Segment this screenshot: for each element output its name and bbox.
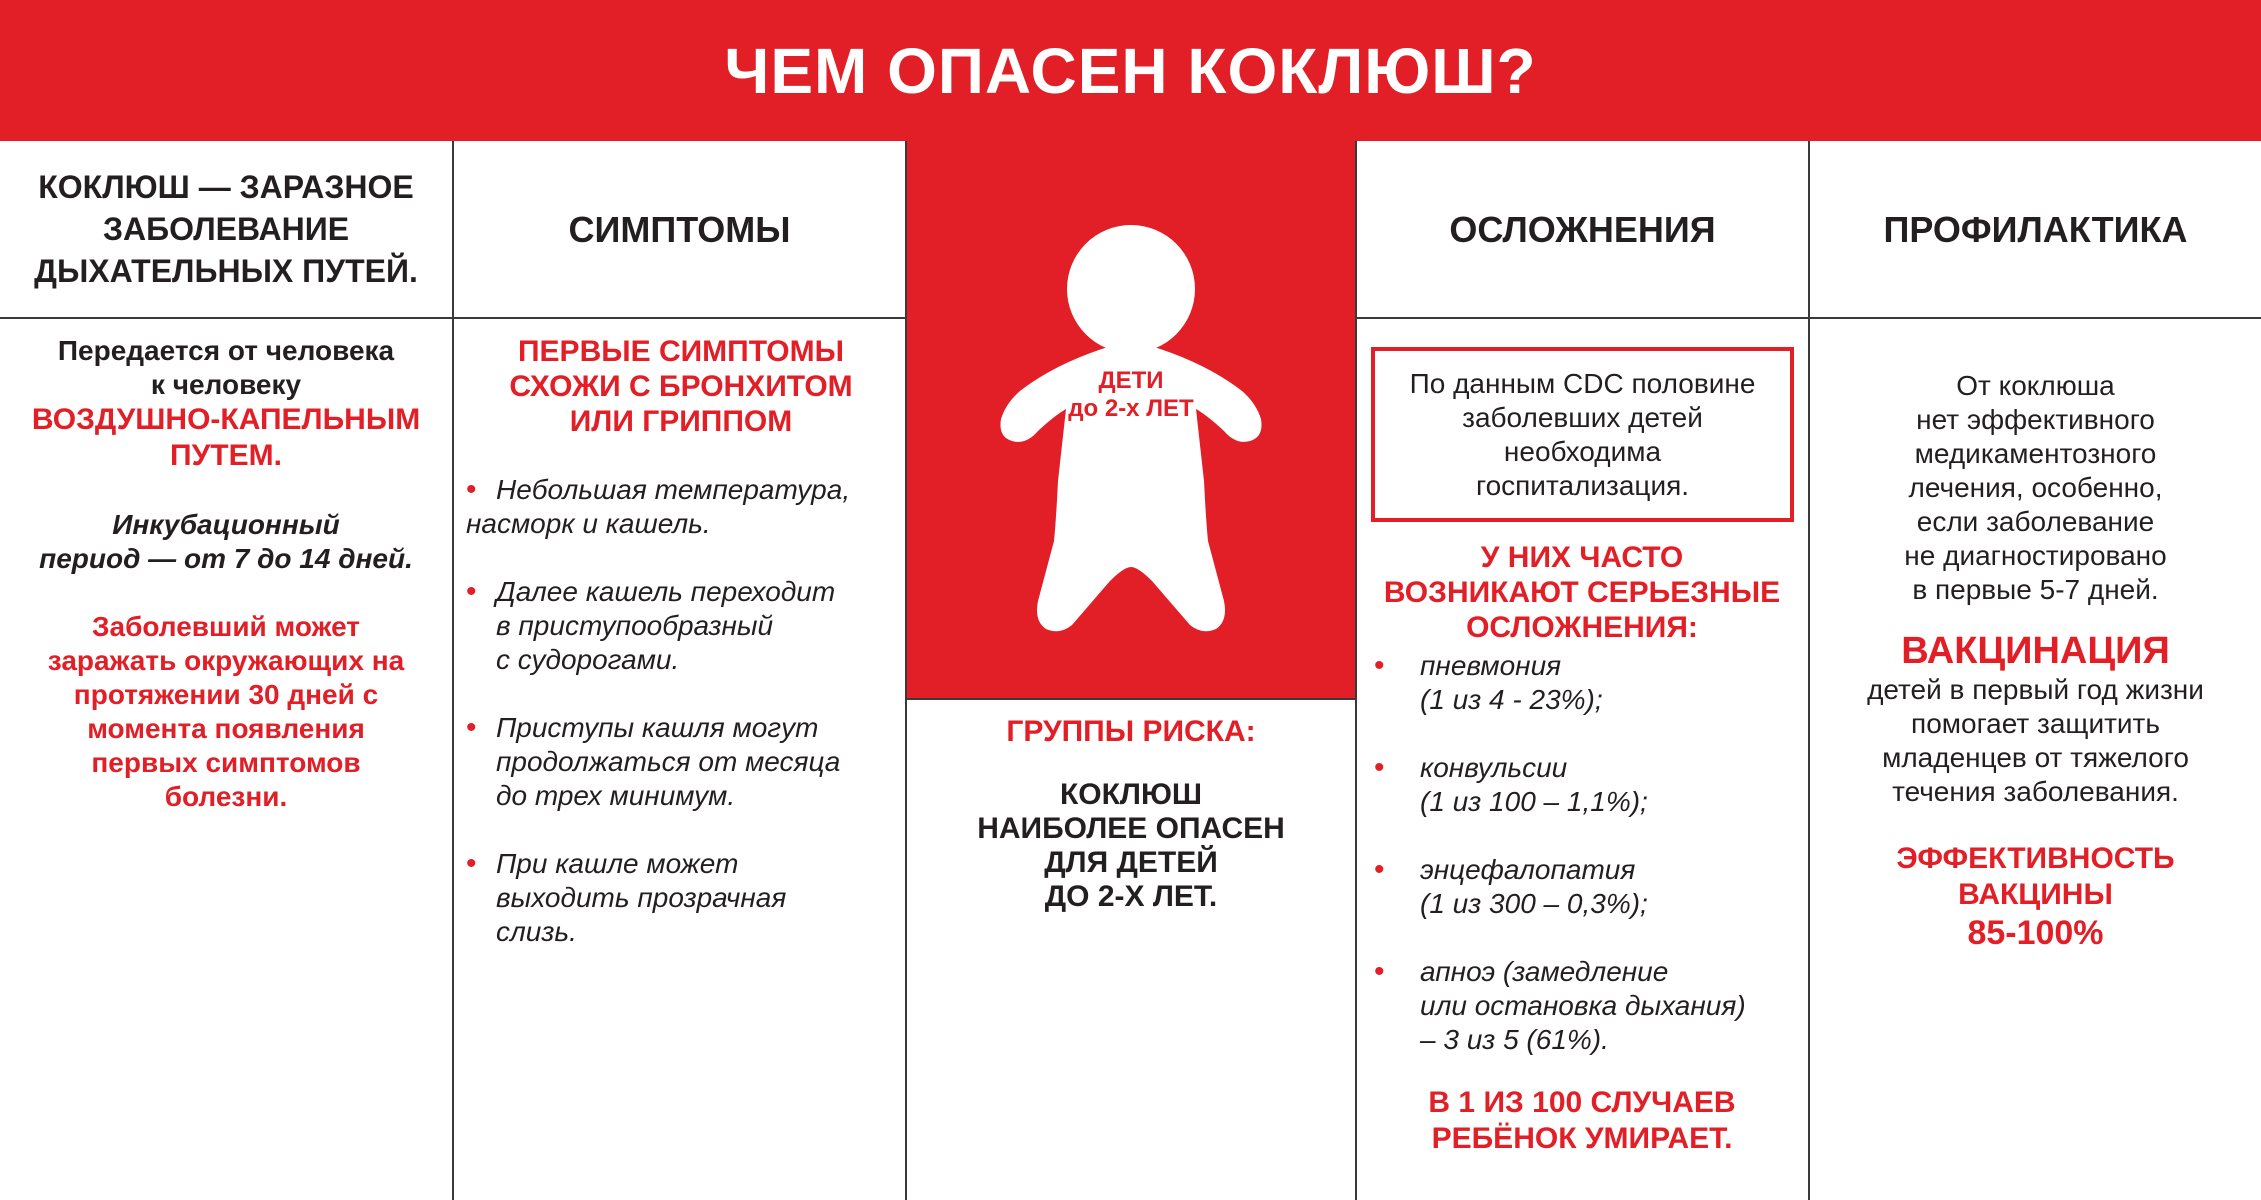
divider <box>905 141 907 1200</box>
figure-label: до 2-х ЛЕТ <box>1068 395 1194 422</box>
complications-column <box>1366 540 1798 1157</box>
bullet-icon: • <box>466 473 477 506</box>
bullet-icon: • <box>466 711 477 744</box>
complications-heading: ОСЛОЖНЕНИЯ <box>1449 208 1716 250</box>
death-text: В 1 ИЗ 100 СЛУЧАЕВ РЕБЁНОК УМИРАЕТ. <box>1428 1086 1736 1155</box>
prevention-column <box>1810 369 2261 953</box>
vaccination-text: детей в первый год жизни помогает защитить младенцев от тяжелого течения заболевания. <box>1867 674 2204 807</box>
vaccination-heading: ВАКЦИНАЦИЯ <box>1901 630 2170 672</box>
risk-column <box>906 712 1356 914</box>
contagious-text: Заболевший может заражать окружающих на протяжении 30 дней с момента появления первых симптомов болезни. <box>47 611 405 812</box>
bullet-icon: • <box>466 575 477 608</box>
symptoms-heading: СИМПТОМЫ <box>568 208 791 250</box>
efficacy-value: 85-100% <box>1967 914 2104 952</box>
complication-item: • апноэ (замедление или остановка дыхания) – 3 из 5 (61%). <box>1374 955 1746 1055</box>
prevention-heading: ПРОФИЛАКТИКА <box>1883 208 2188 250</box>
bullet-icon: • <box>1374 955 1385 988</box>
risk-heading: ГРУППЫ РИСКА: <box>1006 715 1256 748</box>
page-title: ЧЕМ ОПАСЕН КОКЛЮШ? <box>724 34 1537 107</box>
symptom-item: • Далее кашель переходит в приступообразный с судорогами. <box>466 575 836 675</box>
complication-item: • конвульсии (1 из 100 – 1,1%); <box>1374 751 1648 817</box>
title-banner <box>0 0 2261 141</box>
often-text: У НИХ ЧАСТО ВОЗНИКАЮТ СЕРЬЕЗНЫЕ ОСЛОЖНЕНИЯ: <box>1383 541 1781 644</box>
first-symptoms: ПЕРВЫЕ СИМПТОМЫ СХОЖИ С БРОНХИТОМ ИЛИ ГРИППОМ <box>509 335 853 438</box>
no-treatment-text: От коклюша нет эффективного медикаментозного лечения, особенно, если заболевание не диагностировано в первые 5-7 дней. <box>1904 370 2167 605</box>
divider <box>0 317 906 319</box>
complication-item: • энцефалопатия (1 из 300 – 0,3%); <box>1374 853 1648 919</box>
heading-line: КОКЛЮШ — ЗАРАЗНОЕ <box>38 169 414 205</box>
divider <box>906 698 1356 700</box>
bullet-icon: • <box>1374 751 1385 784</box>
bullet-icon: • <box>1374 853 1385 886</box>
disease-heading <box>0 141 452 317</box>
symptoms-column <box>466 334 896 983</box>
transmission-text: Передается от человека к человеку <box>57 335 395 400</box>
symptom-item: • При кашле может выходить прозрачная слизь. <box>466 847 787 947</box>
divider <box>1355 317 2261 319</box>
bullet-icon: • <box>1374 649 1385 682</box>
heading-line: ДЫХАТЕЛЬНЫХ ПУТЕЙ. <box>34 253 418 289</box>
incubation-text: Инкубационный период — от 7 до 14 дней. <box>39 509 413 574</box>
risk-figure-panel <box>906 141 1356 698</box>
symptom-item: • Приступы кашля могут продолжаться от месяца до трех минимум. <box>466 711 841 811</box>
disease-column <box>10 334 442 814</box>
transmission-route: ВОЗДУШНО-КАПЕЛЬНЫМ ПУТЕМ. <box>31 403 421 472</box>
bullet-icon: • <box>466 847 477 880</box>
risk-text: КОКЛЮШ НАИБОЛЕЕ ОПАСЕН ДЛЯ ДЕТЕЙ ДО 2-Х ЛЕТ. <box>977 778 1285 913</box>
heading-line: ЗАБОЛЕВАНИЕ <box>102 211 350 247</box>
symptom-item: • Небольшая температура, насморк и кашель. <box>466 473 851 539</box>
complication-item: • пневмония (1 из 4 - 23%); <box>1374 649 1603 715</box>
figure-label: ДЕТИ <box>1098 367 1164 394</box>
cdc-box: По данным CDC половине заболевших детей необходима госпитализация. <box>1371 347 1794 522</box>
efficacy-text: ЭФФЕКТИВНОСТЬ ВАКЦИНЫ <box>1896 842 2175 911</box>
